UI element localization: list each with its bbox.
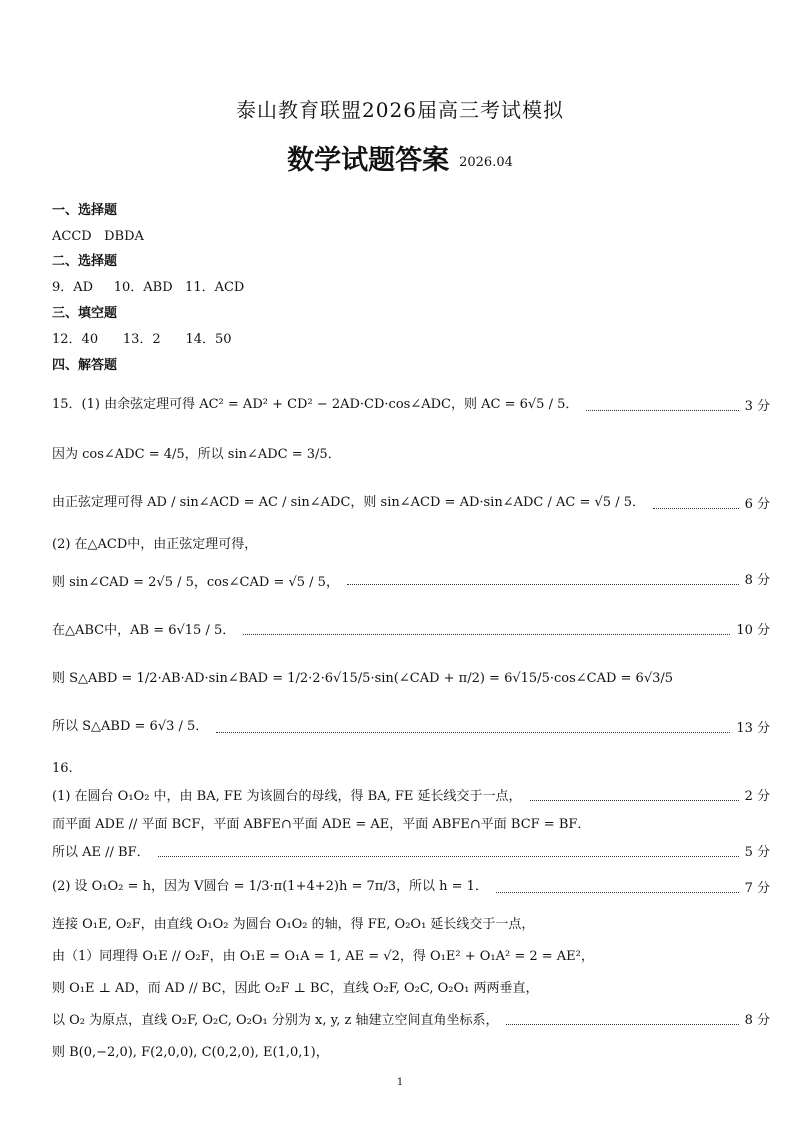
dotted-leader: [653, 508, 739, 509]
dotted-leader: [347, 584, 739, 585]
dotted-leader: [158, 856, 739, 857]
dotted-leader: [530, 800, 739, 801]
q15-score-4: 10 分: [736, 623, 770, 638]
section-3-heading: 三、填空题: [52, 306, 118, 321]
section-2-heading: 二、选择题: [52, 254, 118, 269]
section-1-heading: 一、选择题: [52, 203, 118, 218]
dotted-leader: [506, 1024, 739, 1025]
q15-line-5: 则 sin∠CAD = 2√5 / 5，cos∠CAD = √5 / 5，: [52, 575, 339, 590]
dotted-leader: [496, 892, 739, 893]
q15-score-2: 6 分: [744, 497, 770, 512]
q16-line-6: 由（1）同理得 O₁E // O₂F，由 O₁E = O₁A = 1, AE = √2，得 O₁E² + O₁A² = 2 = AE²，: [52, 949, 594, 964]
q16-number: 16.: [52, 761, 73, 776]
q16-line-5: 连接 O₁E, O₂F，由直线 O₁O₂ 为圆台 O₁O₂ 的轴，得 FE, O₂O₁ 延长线交于一点，: [52, 917, 535, 932]
dotted-leader: [243, 634, 730, 635]
dotted-leader: [586, 410, 739, 411]
q15-line-6: 在△ABC中，AB = 6√15 / 5．: [52, 623, 236, 638]
dotted-leader: [216, 732, 730, 733]
exam-date: 2026.04: [459, 155, 513, 170]
section-3-answers: 12．40 13．2 14．50: [52, 332, 232, 347]
section-2-answers: 9．AD 10．ABD 11．ACD: [52, 280, 245, 295]
q15-score-3: 8 分: [744, 573, 770, 588]
q15-score-5: 13 分: [736, 721, 770, 736]
q15-line-8: 所以 S△ABD = 6√3 / 5．: [52, 719, 209, 734]
q15-line-4: (2) 在△ACD中，由正弦定理可得，: [52, 537, 258, 552]
q16-score-4: 8 分: [744, 1013, 770, 1028]
q15-line-2: 因为 cos∠ADC = 4/5，所以 sin∠ADC = 3/5．: [52, 447, 341, 462]
q15-line-3: 由正弦定理可得 AD / sin∠ACD = AC / sin∠ADC，则 sin∠ACD = AD·sin∠ADC / AC = √5 / 5．: [52, 495, 645, 510]
q16-line-4: (2) 设 O₁O₂ = h，因为 V圆台 = 1/3·π(1+4+2)h = 7π/3，所以 h = 1．: [52, 879, 488, 894]
q16-line-7: 则 O₁E ⊥ AD，而 AD // BC，因此 O₂F ⊥ BC，直线 O₂F, O₂C, O₂O₁ 两两垂直，: [52, 981, 539, 996]
q16-score-1: 2 分: [744, 789, 770, 804]
q16-line-1: (1) 在圆台 O₁O₂ 中，由 BA, FE 为该圆台的母线，得 BA, FE 延长线交于一点，: [52, 789, 522, 804]
subtitle-text: 数学试题答案: [287, 145, 450, 176]
q16-line-3: 所以 AE // BF．: [52, 845, 150, 860]
section-4-heading: 四、解答题: [52, 358, 118, 373]
q15-line-1: 15．(1) 由余弦定理可得 AC² = AD² + CD² − 2AD·CD·cos∠ADC，则 AC = 6√5 / 5．: [52, 397, 579, 412]
q15-score-1: 3 分: [744, 399, 770, 414]
q16-line-9: 则 B(0,−2,0), F(2,0,0), C(0,2,0), E(1,0,1)，: [52, 1045, 329, 1060]
q15-line-7: 则 S△ABD = 1/2·AB·AD·sin∠BAD = 1/2·2·6√15/5·sin(∠CAD + π/2) = 6√15/5·cos∠CAD = 6√3/5: [52, 671, 674, 686]
exam-title: 泰山教育联盟2026届高三考试模拟: [236, 98, 564, 122]
section-1-answers: ACCD DBDA: [52, 229, 144, 244]
page-number: 1: [396, 1077, 404, 1088]
q16-score-3: 7 分: [744, 881, 770, 896]
q16-score-2: 5 分: [744, 845, 770, 860]
q16-line-2: 而平面 ADE // 平面 BCF，平面 ABFE∩平面 ADE = AE，平面 ABFE∩平面 BCF = BF．: [52, 817, 591, 832]
document-subtitle: [0, 147, 800, 174]
q16-line-8: 以 O₂ 为原点，直线 O₂F, O₂C, O₂O₁ 分别为 x, y, z 轴建立空间直角坐标系，: [52, 1013, 499, 1028]
